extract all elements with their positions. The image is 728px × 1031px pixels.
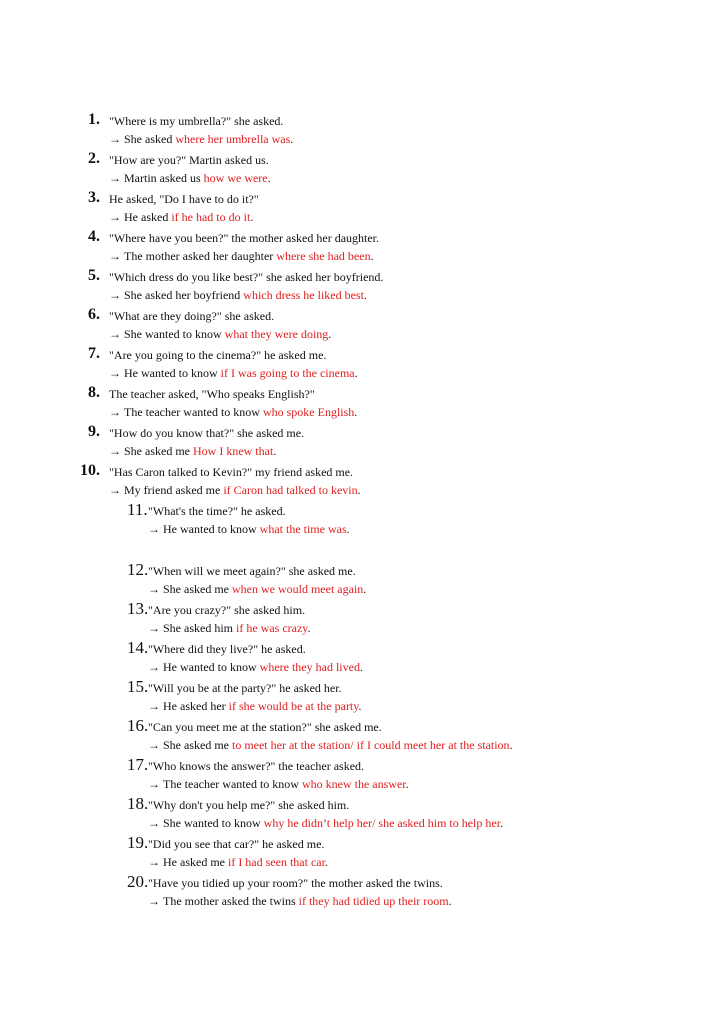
reported-answer-line	[127, 892, 728, 911]
direct-question: "Where did they live?" he asked.	[148, 642, 306, 656]
answer-text: when we would meet again	[231, 582, 364, 596]
direct-question: "How do you know that?" she asked me.	[109, 426, 305, 440]
answer-tail: .	[267, 171, 271, 185]
answer-lead: She asked me	[124, 444, 190, 458]
exercise-item-19	[127, 833, 728, 872]
answer-tail: .	[357, 483, 361, 497]
direct-question: "Did you see that car?" he asked me.	[148, 837, 325, 851]
answer-tail: .	[324, 855, 328, 869]
reported-answer-line	[88, 442, 728, 461]
exercise-item-12	[127, 560, 728, 599]
answer-lead: She asked	[124, 132, 173, 146]
item-number: 3.	[88, 189, 100, 206]
answer-lead: She asked me	[163, 582, 229, 596]
answer-tail: .	[354, 366, 358, 380]
exercise-item-9	[88, 422, 728, 461]
direct-question: "Have you tidied up your room?" the mother asked the twins.	[148, 876, 443, 890]
answer-lead: The mother asked the twins	[163, 894, 296, 908]
answer-tail: .	[290, 132, 294, 146]
item-number: 9.	[88, 423, 100, 440]
answer-tail: .	[346, 522, 350, 536]
reported-answer-line	[88, 364, 728, 383]
exercise-item-15	[127, 677, 728, 716]
exercise-item-20	[127, 872, 728, 911]
answer-lead: She wanted to know	[124, 327, 222, 341]
answer-tail: .	[363, 582, 367, 596]
exercise-item-1	[88, 110, 728, 149]
direct-question: "Which dress do you like best?" she asked her boyfriend.	[109, 270, 384, 284]
item-number: 1.	[88, 111, 100, 128]
arrow-icon: →	[148, 522, 160, 536]
reported-answer-line	[88, 247, 728, 266]
direct-question: "Are you going to the cinema?" he asked me.	[109, 348, 327, 362]
answer-tail: .	[500, 816, 504, 830]
answer-lead: He wanted to know	[124, 366, 218, 380]
item-number: 5.	[88, 267, 100, 284]
arrow-icon: →	[109, 405, 121, 419]
reported-answer-line	[88, 325, 728, 344]
arrow-icon: →	[109, 327, 121, 341]
reported-answer-line	[127, 520, 728, 539]
reported-answer-line	[88, 403, 728, 422]
item-number: 13.	[127, 599, 149, 618]
answer-tail: .	[328, 327, 332, 341]
direct-question: "Where is my umbrella?" she asked.	[109, 114, 284, 128]
answer-text: if he had to do it	[171, 210, 251, 224]
answer-tail: .	[354, 405, 358, 419]
answer-text: if I was going to the cinema	[220, 366, 355, 380]
answer-lead: The teacher wanted to know	[163, 777, 299, 791]
arrow-icon: →	[148, 816, 160, 830]
direct-question: "Will you be at the party?" he asked her.	[148, 681, 342, 695]
item-number: 8.	[88, 384, 100, 401]
answer-text: which dress he liked best	[243, 288, 364, 302]
answer-lead: He wanted to know	[163, 522, 257, 536]
reported-answer-line	[88, 169, 728, 188]
item-number: 20.	[127, 872, 149, 891]
direct-question: "What's the time?" he asked.	[148, 504, 286, 518]
arrow-icon: →	[109, 483, 121, 497]
item-number: 2.	[88, 150, 100, 167]
item-number: 6.	[88, 306, 100, 323]
answer-lead: He asked	[124, 210, 169, 224]
answer-tail: .	[307, 621, 311, 635]
item-number: 4.	[88, 228, 100, 245]
direct-question: "What are they doing?" she asked.	[109, 309, 275, 323]
direct-question: "When will we meet again?" she asked me.	[148, 564, 356, 578]
arrow-icon: →	[109, 444, 121, 458]
answer-lead: She wanted to know	[163, 816, 261, 830]
answer-text: How I knew that	[192, 444, 274, 458]
exercise-item-3	[88, 188, 728, 227]
direct-question: "How are you?" Martin asked us.	[109, 153, 269, 167]
exercise-item-13	[127, 599, 728, 638]
reported-answer-line	[127, 697, 728, 716]
answer-lead: My friend asked me	[124, 483, 221, 497]
answer-text: where she had been	[276, 249, 371, 263]
exercise-item-11	[127, 500, 728, 539]
answer-text: what the time was	[259, 522, 347, 536]
answer-tail: .	[405, 777, 409, 791]
answer-lead: The mother asked her daughter	[124, 249, 274, 263]
answer-tail: .	[273, 444, 277, 458]
answer-text: if he was crazy	[236, 621, 308, 635]
answer-text: if she would be at the party	[228, 699, 359, 713]
arrow-icon: →	[148, 621, 160, 635]
answer-lead: She asked him	[163, 621, 233, 635]
exercise-item-5	[88, 266, 728, 305]
item-number: 19.	[127, 833, 149, 852]
direct-question: "Has Caron talked to Kevin?" my friend asked me.	[109, 465, 354, 479]
exercise-item-18	[127, 794, 728, 833]
answer-text: who knew the answer	[301, 777, 406, 791]
exercise-item-6	[88, 305, 728, 344]
item-number: 18.	[127, 794, 149, 813]
answer-lead: She asked me	[163, 738, 229, 752]
arrow-icon: →	[109, 132, 121, 146]
answer-tail: .	[250, 210, 254, 224]
arrow-icon: →	[148, 894, 160, 908]
arrow-icon: →	[148, 699, 160, 713]
arrow-icon: →	[148, 660, 160, 674]
arrow-icon: →	[109, 288, 121, 302]
direct-question: "Why don't you help me?" she asked him.	[148, 798, 350, 812]
item-number: 17.	[127, 755, 149, 774]
answer-tail: .	[363, 288, 367, 302]
answer-lead: He asked me	[163, 855, 225, 869]
answer-text: who spoke English	[262, 405, 355, 419]
answer-tail: .	[370, 249, 374, 263]
answer-text: where they had lived	[259, 660, 360, 674]
arrow-icon: →	[109, 249, 121, 263]
answer-text: what they were doing	[224, 327, 329, 341]
exercise-item-10	[80, 461, 720, 500]
answer-tail: .	[359, 660, 363, 674]
item-number: 11.	[127, 500, 148, 519]
item-number: 15.	[127, 677, 149, 696]
answer-lead: He asked her	[163, 699, 226, 713]
item-number: 12.	[127, 560, 149, 579]
answer-text: if I had seen that car	[227, 855, 325, 869]
exercise-item-17	[127, 755, 728, 794]
answer-tail: .	[358, 699, 362, 713]
answer-text: if they had tidied up their room	[298, 894, 449, 908]
arrow-icon: →	[109, 171, 121, 185]
reported-answer-line	[127, 580, 728, 599]
direct-question: "Where have you been?" the mother asked her daughter.	[109, 231, 380, 245]
answer-text: how we were	[203, 171, 268, 185]
item-number: 10.	[80, 462, 100, 479]
item-number: 16.	[127, 716, 149, 735]
exercise-item-16	[127, 716, 728, 755]
item-number: 7.	[88, 345, 100, 362]
arrow-icon: →	[148, 855, 160, 869]
direct-question: "Are you crazy?" she asked him.	[148, 603, 306, 617]
answer-text: why he didn’t help her/ she asked him to help her	[263, 816, 501, 830]
arrow-icon: →	[148, 777, 160, 791]
reported-answer-line	[80, 481, 720, 500]
exercise-item-2	[88, 149, 728, 188]
item-number: 14.	[127, 638, 149, 657]
direct-question: "Who knows the answer?" the teacher asked.	[148, 759, 365, 773]
exercise-item-14	[127, 638, 728, 677]
arrow-icon: →	[109, 366, 121, 380]
answer-lead: She asked her boyfriend	[124, 288, 241, 302]
reported-answer-line	[127, 775, 728, 794]
reported-answer-line	[88, 208, 728, 227]
reported-answer-line	[127, 736, 728, 755]
direct-question: He asked, "Do I have to do it?"	[109, 192, 259, 206]
arrow-icon: →	[109, 210, 121, 224]
answer-text: if Caron had talked to kevin	[223, 483, 358, 497]
answer-text: to meet her at the station/ if I could meet her at the station	[231, 738, 510, 752]
answer-lead: Martin asked us	[124, 171, 201, 185]
reported-answer-line	[127, 814, 728, 833]
answer-tail: .	[448, 894, 452, 908]
reported-answer-line	[127, 658, 728, 677]
direct-question: The teacher asked, "Who speaks English?"	[109, 387, 315, 401]
answer-lead: He wanted to know	[163, 660, 257, 674]
exercise-item-8	[88, 383, 728, 422]
answer-tail: .	[509, 738, 513, 752]
reported-answer-line	[127, 619, 728, 638]
arrow-icon: →	[148, 738, 160, 752]
answer-text: where her umbrella was	[175, 132, 291, 146]
answer-lead: The teacher wanted to know	[124, 405, 260, 419]
reported-answer-line	[88, 286, 728, 305]
reported-answer-line	[127, 853, 728, 872]
exercise-item-4	[88, 227, 728, 266]
direct-question: "Can you meet me at the station?" she asked me.	[148, 720, 382, 734]
reported-answer-line	[88, 130, 728, 149]
arrow-icon: →	[148, 582, 160, 596]
exercise-item-7	[88, 344, 728, 383]
